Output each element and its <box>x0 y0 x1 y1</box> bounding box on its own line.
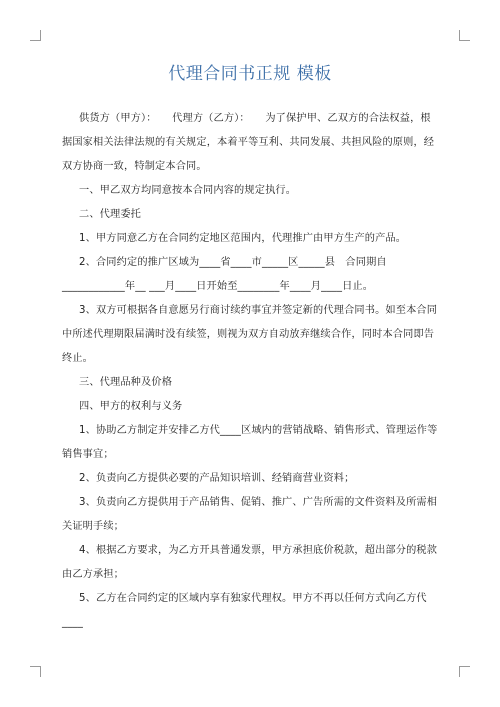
paragraph-party-a-1: 1、协助乙方制定并安排乙方代____区域内的营销战略、销售形式、管理运作等销售事宜； <box>62 425 438 460</box>
section-heading-agency: 二、代理委托 <box>79 209 142 220</box>
paragraph-preamble: 供货方（甲方）： 代理方（乙方）： 为了保护甲、乙双方的合法权益，根据国家相关法律法规的有关规定，本着平等互利、共同发展、共担风险的原则，经双方协商一致，特制定本合同。 <box>62 113 435 172</box>
paragraph-clause-1: 一、甲乙双方均同意按本合同内容的规定执行。 <box>79 185 297 196</box>
crop-mark-top-left <box>30 30 41 41</box>
document-body <box>62 107 438 635</box>
crop-mark-top-right <box>459 30 470 41</box>
paragraph-agency-3: 3、双方可根据各自意愿另行商讨续约事宜并签定新的代理合同书。如至本合同中所述代理期限届满时没有续签，则视为双方自动放弃继续合作，同时本合同即告终止。 <box>62 305 438 364</box>
paragraph-party-a-2: 2、负责向乙方提供必要的产品知识培训、经销商营业资料； <box>79 473 355 484</box>
crop-mark-bottom-right <box>459 666 470 677</box>
crop-mark-bottom-left <box>30 666 41 677</box>
paragraph-party-a-4: 4、根据乙方要求，为乙方开具普通发票，甲方承担底价税款，超出部分的税款由乙方承担； <box>62 545 438 580</box>
section-heading-party-a: 四、甲方的权利与义务 <box>79 401 183 412</box>
paragraph-party-a-5: 5、乙方在合同约定的区域内享有独家代理权。甲方不再以任何方式向乙方代____ <box>62 593 427 628</box>
paragraph-agency-1: 1、甲方同意乙方在合同约定地区范围内，代理推广由甲方生产的产品。 <box>79 233 407 244</box>
paragraph-party-a-3: 3、负责向乙方提供用于产品销售、促销、推广、广告所需的文件资料及所需相关证明手续； <box>62 497 438 532</box>
document-title: 代理合同书正规 模板 <box>168 64 332 84</box>
section-heading-products: 三、代理品种及价格 <box>79 377 173 388</box>
paragraph-agency-2: 2、合同约定的推广区域为____省____市_____区_____县 合同期自____________年__ ___月____日开始至________年____月____日止。 <box>62 257 387 292</box>
